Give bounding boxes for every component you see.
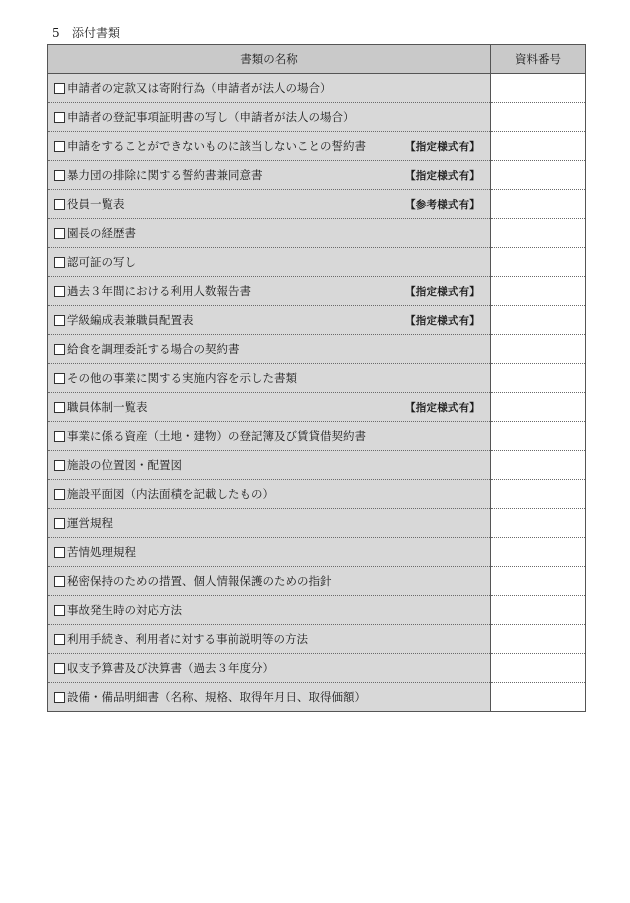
table-row — [48, 422, 586, 451]
document-name: 申請者の定款又は寄附行為（申請者が法人の場合） — [67, 81, 332, 95]
table-row — [48, 393, 586, 422]
checkbox[interactable] — [54, 605, 65, 616]
table-row — [48, 74, 586, 103]
document-name: 給食を調理委託する場合の契約書 — [67, 342, 240, 356]
table-row — [48, 451, 586, 480]
document-name-cell — [48, 509, 491, 538]
document-name-cell — [48, 364, 491, 393]
reference-number-cell[interactable] — [491, 132, 586, 161]
section-title: 添付書類 — [72, 26, 121, 40]
checkbox[interactable] — [54, 460, 65, 471]
document-name-cell — [48, 393, 491, 422]
document-name: 設備・備品明細書（名称、規格、取得年月日、取得価額） — [67, 690, 366, 704]
document-name-cell — [48, 451, 491, 480]
checkbox[interactable] — [54, 576, 65, 587]
reference-number-cell[interactable] — [491, 103, 586, 132]
table-row — [48, 103, 586, 132]
table-header-row — [48, 45, 586, 74]
reference-number-cell[interactable] — [491, 219, 586, 248]
document-name: 暴力団の排除に関する誓約書兼同意書 — [67, 168, 263, 182]
document-name-cell — [48, 596, 491, 625]
table-row — [48, 364, 586, 393]
checkbox[interactable] — [54, 402, 65, 413]
document-name: 職員体制一覧表 — [67, 400, 148, 414]
checkbox[interactable] — [54, 170, 65, 181]
table-row — [48, 625, 586, 654]
checkbox[interactable] — [54, 344, 65, 355]
checkbox[interactable] — [54, 83, 65, 94]
form-template-note: 【指定様式有】 — [405, 169, 480, 182]
reference-number-cell[interactable] — [491, 567, 586, 596]
document-name-cell — [48, 74, 491, 103]
attachments-table — [47, 44, 586, 712]
table-row — [48, 654, 586, 683]
reference-number-cell[interactable] — [491, 393, 586, 422]
document-name-cell — [48, 132, 491, 161]
reference-number-cell[interactable] — [491, 306, 586, 335]
reference-number-cell[interactable] — [491, 451, 586, 480]
checkbox[interactable] — [54, 663, 65, 674]
document-name-cell — [48, 625, 491, 654]
checkbox[interactable] — [54, 634, 65, 645]
document-name: 園長の経歴書 — [67, 226, 136, 240]
document-name-cell — [48, 683, 491, 712]
table-row — [48, 306, 586, 335]
reference-number-cell[interactable] — [491, 654, 586, 683]
checkbox[interactable] — [54, 431, 65, 442]
table-row — [48, 596, 586, 625]
document-name: 収支予算書及び決算書（過去３年度分） — [67, 661, 274, 675]
document-name: 苦情処理規程 — [67, 545, 136, 559]
table-row — [48, 161, 586, 190]
reference-number-cell[interactable] — [491, 248, 586, 277]
document-name: 申請をすることができないものに該当しないことの誓約書 — [67, 139, 366, 153]
reference-number-cell[interactable] — [491, 74, 586, 103]
document-name: 利用手続き、利用者に対する事前説明等の方法 — [67, 632, 309, 646]
document-name: 秘密保持のための措置、個人情報保護のための指針 — [67, 574, 332, 588]
checkbox[interactable] — [54, 315, 65, 326]
header-document-name: 書類の名称 — [48, 45, 491, 74]
document-name: 過去３年間における利用人数報告書 — [67, 284, 251, 298]
document-name-cell — [48, 161, 491, 190]
reference-number-cell[interactable] — [491, 538, 586, 567]
reference-number-cell[interactable] — [491, 190, 586, 219]
form-template-note: 【指定様式有】 — [405, 401, 480, 414]
form-template-note: 【参考様式有】 — [405, 198, 480, 211]
checkbox[interactable] — [54, 141, 65, 152]
form-template-note: 【指定様式有】 — [405, 140, 480, 153]
table-row — [48, 509, 586, 538]
document-name-cell — [48, 103, 491, 132]
checkbox[interactable] — [54, 489, 65, 500]
document-name: 運営規程 — [67, 516, 113, 530]
document-name-cell — [48, 422, 491, 451]
table-row — [48, 567, 586, 596]
checkbox[interactable] — [54, 286, 65, 297]
table-row — [48, 132, 586, 161]
reference-number-cell[interactable] — [491, 161, 586, 190]
document-name-cell — [48, 190, 491, 219]
table-body — [48, 74, 586, 712]
checkbox[interactable] — [54, 518, 65, 529]
document-name-cell — [48, 306, 491, 335]
table-row — [48, 480, 586, 509]
checkbox[interactable] — [54, 547, 65, 558]
document-name-cell — [48, 277, 491, 306]
section-heading — [52, 26, 120, 40]
section-number: 5 — [52, 26, 60, 40]
document-name-cell — [48, 248, 491, 277]
checkbox[interactable] — [54, 228, 65, 239]
header-reference-number: 資料番号 — [491, 45, 586, 74]
reference-number-cell[interactable] — [491, 364, 586, 393]
document-name: 学級編成表兼職員配置表 — [67, 313, 194, 327]
document-name: 施設の位置図・配置図 — [67, 458, 182, 472]
table-row — [48, 219, 586, 248]
checkbox[interactable] — [54, 692, 65, 703]
table-row — [48, 277, 586, 306]
reference-number-cell[interactable] — [491, 480, 586, 509]
checkbox[interactable] — [54, 257, 65, 268]
document-name: 役員一覧表 — [67, 197, 125, 211]
table-row — [48, 683, 586, 712]
document-name: 認可証の写し — [67, 255, 136, 269]
document-name: 事故発生時の対応方法 — [67, 603, 182, 617]
reference-number-cell[interactable] — [491, 335, 586, 364]
document-name: その他の事業に関する実施内容を示した書類 — [67, 371, 297, 385]
form-template-note: 【指定様式有】 — [405, 285, 480, 298]
checkbox[interactable] — [54, 199, 65, 210]
reference-number-cell[interactable] — [491, 277, 586, 306]
table-row — [48, 538, 586, 567]
document-name-cell — [48, 335, 491, 364]
document-name-cell — [48, 654, 491, 683]
document-name-cell — [48, 219, 491, 248]
reference-number-cell[interactable] — [491, 596, 586, 625]
document-name-cell — [48, 567, 491, 596]
table-row — [48, 248, 586, 277]
reference-number-cell[interactable] — [491, 509, 586, 538]
document-name-cell — [48, 538, 491, 567]
document-name-cell — [48, 480, 491, 509]
checkbox[interactable] — [54, 112, 65, 123]
reference-number-cell[interactable] — [491, 422, 586, 451]
document-name: 事業に係る資産（土地・建物）の登記簿及び賃貸借契約書 — [67, 429, 366, 443]
checkbox[interactable] — [54, 373, 65, 384]
reference-number-cell[interactable] — [491, 625, 586, 654]
reference-number-cell[interactable] — [491, 683, 586, 712]
table-row — [48, 190, 586, 219]
form-template-note: 【指定様式有】 — [405, 314, 480, 327]
document-name: 施設平面図（内法面積を記載したもの） — [67, 487, 274, 501]
document-name: 申請者の登記事項証明書の写し（申請者が法人の場合） — [67, 110, 355, 124]
table-row — [48, 335, 586, 364]
